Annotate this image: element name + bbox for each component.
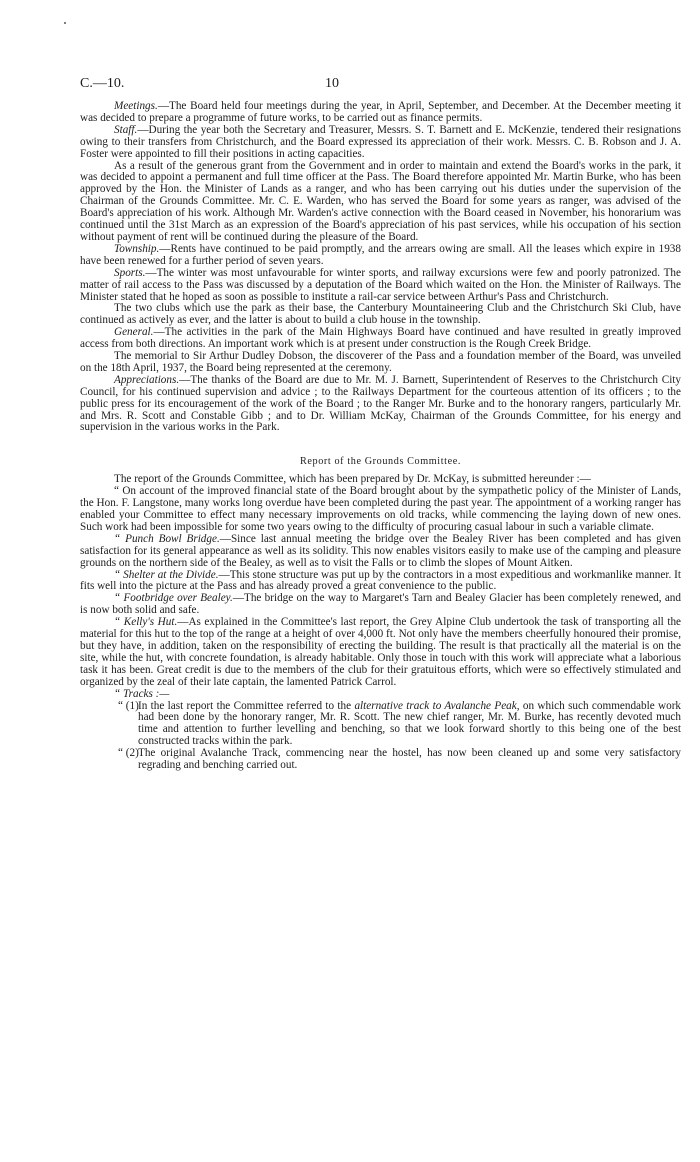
paragraph-text: —The winter was most unfavourable for winter sports, and railway excursions were few and poorly patronized. The matter of rail access to the Pass was discussed by a deputation of the Board which waited on the Hon. the Minister of Railways. The Minister stated that he hoped as soon as possible to institute a rail-car service between Arthur's Pass and Christchurch.: [80, 266, 681, 303]
report-paragraph-footbridge: [80, 593, 681, 617]
paragraph-lead: “ Footbridge over Bealey.: [114, 592, 233, 605]
paragraph-text: The memorial to Sir Arthur Dudley Dobson, the discoverer of the Pass and a foundation member of the Board, was unveiled on the 18th April, 1937, the Board being represented at the ceremony.: [80, 350, 681, 374]
paragraph-text: —The thanks of the Board are due to Mr. M. J. Barnett, Superintendent of Reserves to the Christchurch City Council, for his continued supervision and advice ; to the Railways Department for the courteous attention of its officers ; to the public press for its encouragement of the work of the Board ; to the Ranger Mr. Burke and to the honorary rangers, particularly Mr. and Mrs. R. Scott and Constable Gibb ; and to Dr. William McKay, Chairman of the Grounds Committee, for his energy and supervision in the various works in the Park.: [80, 373, 681, 434]
paragraph-lead: General.: [114, 326, 154, 339]
page-number: 10: [325, 76, 339, 91]
paragraph-meetings: [80, 101, 681, 125]
document-reference: C.—10.: [80, 76, 125, 91]
paragraph-text: —The Board held four meetings during the year, in April, September, and December. At the December meeting it was decided to prepare a programme of future works, to be carried out as finance permits.: [80, 100, 681, 124]
paragraph-lead: “ Shelter at the Divide.: [114, 568, 219, 581]
paragraph-sports: [80, 268, 681, 304]
paragraph-text: —Since last annual meeting the bridge over the Bealey River has been completed and has given satisfaction for its general appearance as well as its solidity. This now enables visitors easily to make use of the camping and pleasure grounds on the northern side of the Bealey, as well as to visit the Falls or to climb the slopes of Mount Aitken.: [80, 532, 682, 569]
paragraph-lead: Appreciations.: [114, 373, 180, 386]
track-text-after: on which such commendable work had been done by the honorary ranger, Mr. R. Scott. The new chief ranger, Mr. M. Burke, has recently devoted much time and attention to further levelling and benching, so that we look forward shortly to this being one of the best constructed tracks within the park.: [138, 699, 682, 748]
report-paragraph-punch-bowl-bridge: [80, 534, 681, 570]
section-title-grounds-committee: Report of the Grounds Committee.: [300, 456, 461, 468]
report-paragraph-shelter: [80, 570, 681, 594]
track-text-before: In the last report the Committee referred to the: [138, 699, 352, 712]
page-header: [80, 76, 620, 92]
track-text-before: The original Avalanche Track, commencing near the hostel, has now been cleaned up and some very satisfactory regrading and benching carried out.: [138, 747, 681, 772]
report-paragraph-kellys-hut: [80, 617, 681, 688]
track-text: [138, 701, 681, 749]
paragraph-text: The two clubs which use the park as their base, the Canterbury Mountaineering Club and the Christchurch Ski Club, have continued as actively as ever, and the latter is about to build a club house in the township.: [80, 302, 681, 327]
track-item: [80, 748, 681, 772]
paragraph-grant: [80, 161, 681, 244]
track-item: [80, 701, 681, 749]
report-paragraph-finance: [80, 486, 681, 534]
paragraph-lead: Meetings.: [114, 100, 158, 112]
paragraph-text: “ On account of the improved financial state of the Board brought about by the sympathetic policy of the Minister of Lands, the Hon. F. Langstone, many works long overdue have been completed during the past year. The appointment of a working ranger has enabled your Committee to effect many necessary improvements on old tracks, while commencing the laying down of new ones. Such work had been impossible for some two years owing to the difficulty of procuring casual labour in such a variable climate.: [80, 485, 681, 533]
paragraph-memorial: [80, 351, 681, 375]
paragraph-text: —The activities in the park of the Main Highways Board have continued and have resulted in greatly improved access from both directions. An important work which is at present under construction is the Rough Creek Bridge.: [80, 326, 681, 351]
track-text-emphasis: alternative track to Avalanche Peak,: [354, 699, 520, 712]
page-body: [80, 101, 681, 772]
paragraph-general: [80, 327, 681, 351]
paragraph-appreciations: [80, 375, 681, 435]
paragraph-text: As a result of the generous grant from the Government and in order to maintain and extend the Board's works in the park, it was decided to appoint a permanent and full time officer at the Pass. The Board therefore appointed Mr. Martin Burke, who has been approved by the Hon. the Minister of Lands as a ranger, and who has been carrying out his duties under the supervision of the Chairman of the Grounds Committee. Mr. C. E. Warden, who has served the Board for some years as ranger, was advised of the Board's appreciation of his work. Although Mr. Warden's active connection with the Board ceased in November, his honorarium was continued until the 31st March as an expression of the Board's appreciation of his past services, while his occupation of his section without payment of rent will be continued during the pleasure of the Board.: [80, 159, 681, 243]
track-text: [138, 748, 681, 772]
paragraph-text: —This stone structure was put up by the contractors in a most expeditious and workmanlike manner. It fits well into the picture at the Pass and has already proved a great convenience to the public.: [80, 568, 681, 593]
paragraph-township: [80, 244, 681, 268]
track-number: “ (2): [118, 747, 139, 760]
paragraph-text: —As explained in the Committee's last report, the Grey Alpine Club undertook the task of transporting all the material for this hut to the top of the range at a height of over 4,000 ft. Not only have the members cheerfully honoured their promise, but they have, in addition, taken on the responsibility of erecting the building. The result is that practically all the material is on the site, while the hut, with concrete foundation, is already habitable. Only those in touch with this work will appreciate what a laborious task it has been. Great credit is due to the members of the club for their gratuitous efforts, which were so effectively stimulated and organized by the zeal of their late captain, the lamented Patrick Carrol.: [80, 616, 682, 688]
paragraph-lead: Staff.: [114, 123, 138, 136]
paragraph-text: The report of the Grounds Committee, which has been prepared by Dr. McKay, is submitted hereunder :—: [114, 473, 591, 486]
paragraph-text: —During the year both the Secretary and Treasurer, Messrs. S. T. Barnett and E. McKenzie, tendered their resignations owing to their transfers from Christchurch, and the Board expressed its appreciation of their work. Messrs. C. B. Robson and J. A. Foster were appointed to fill their positions in acting capacities.: [80, 123, 681, 160]
paragraph-clubs: [80, 303, 681, 327]
track-number: “ (1): [118, 699, 139, 712]
scan-speck: [64, 22, 66, 24]
paragraph-lead: Township.: [114, 242, 160, 255]
tracks-heading: “ Tracks :—: [114, 687, 170, 700]
paragraph-text: —The bridge on the way to Margaret's Tarn and Bealey Glacier has been completely renewed, and is now both solid and safe.: [80, 592, 681, 617]
paragraph-lead: “ Kelly's Hut.: [114, 616, 178, 629]
paragraph-lead: Sports.: [114, 266, 146, 279]
paragraph-staff: [80, 125, 681, 161]
paragraph-text: —Rents have continued to be paid promptly, and the arrears owing are small. All the leases which expire in 1938 have been renewed for a further period of seven years.: [80, 242, 681, 267]
paragraph-lead: “ Punch Bowl Bridge.: [114, 532, 220, 545]
